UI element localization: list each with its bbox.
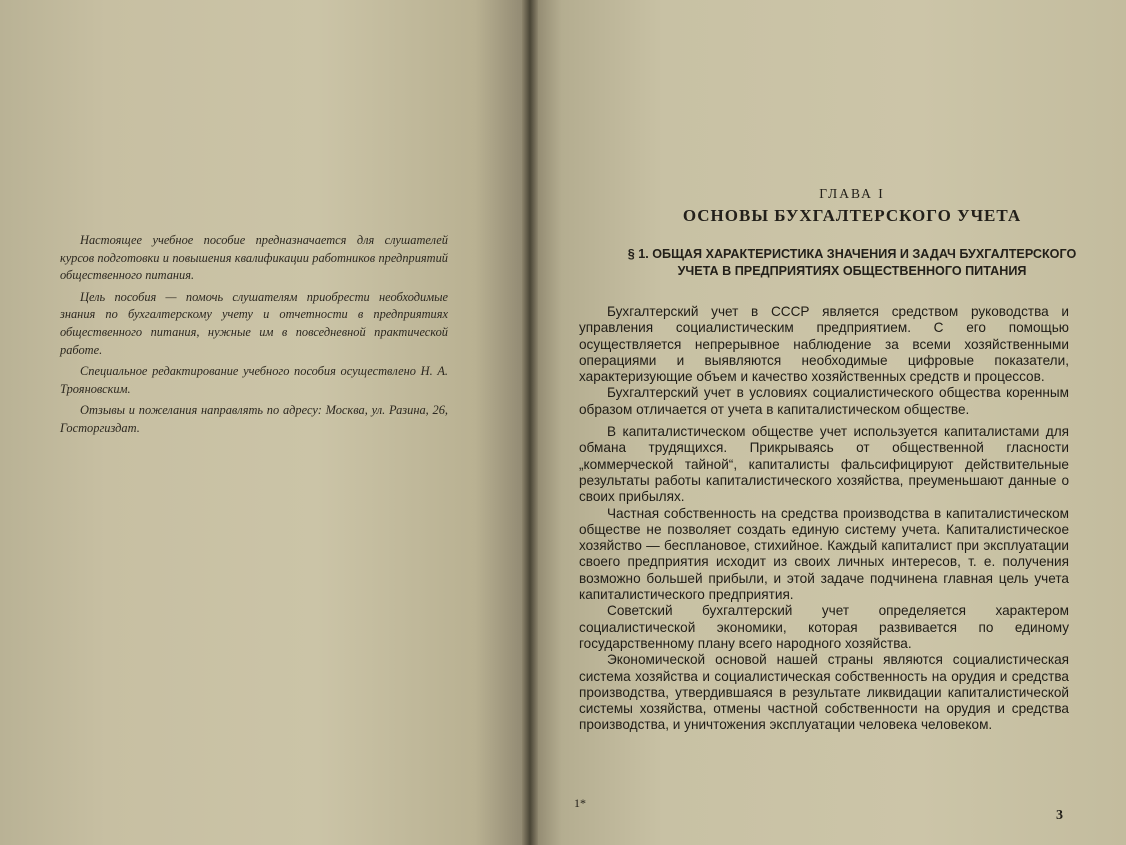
book-gutter [522, 0, 538, 845]
publication-note [60, 232, 448, 442]
note-paragraph: Цель пособия — помочь слушателям приобрести необходимые знания по бухгалтерскому учету и отчетности в предприятиях общественного питания, нужные им в повседневной практической работе. [60, 289, 448, 357]
chapter-title: ОСНОВЫ БУХГАЛТЕРСКОГО УЧЕТА [682, 206, 1022, 225]
chapter-label: ГЛАВА I [819, 186, 885, 201]
body-paragraph: Советский бухгалтерский учет определяется характером социалистической экономики, которая развивается по единому государственному плану всего народного хозяйства. [579, 603, 1069, 651]
body-paragraph: Частная собственность на средства производства в капиталистическом обществе не позволяет создать единую систему учета. Капиталистическое хозяйство — бесплановое, стихийное. Каждый капиталист при эксплуатации своего предприятия исходит из своих личных интересов, т. е. получения возможно большей прибыли, и этой задаче подчинена главная цель учета капиталистического предприятия. [579, 505, 1069, 603]
note-paragraph: Настоящее учебное пособие предназначается для слушателей курсов подготовки и повышения квалификации работников предприятий общественного питания. [60, 233, 448, 283]
printer-signature: 1* [574, 796, 586, 810]
note-paragraph: Специальное редактирование учебного пособия осуществлено Н. А. Трояновским. [60, 364, 448, 396]
body-paragraph: Бухгалтерский учет в СССР является средством руководства и управления социалистическим предприятием. С его помощью осуществляется непрерывное наблюдение за всеми хозяйственными операциями и выявляются необходимые цифровые показатели, характеризующие объем и качество хозяйственных средств и процессов. [579, 304, 1069, 385]
body-paragraph: Экономической основой нашей страны являются социалистическая система хозяйства и социалистическая собственность на орудия и средства производства, утвердившаяся в результате ликвидации капиталистической системы хозяйства, отмены частной собственности на орудия и средства производства, и уничтожения эксплуатации человека человеком. [579, 652, 1069, 733]
right-page [532, 0, 1126, 845]
note-paragraph: Отзывы и пожелания направлять по адресу: Москва, ул. Разина, 26, Госторгиздат. [60, 403, 448, 435]
body-paragraph: Бухгалтерский учет в условиях социалистического общества коренным образом отличается от учета в капиталистическом обществе. [579, 385, 1069, 417]
body-paragraph: В капиталистическом обществе учет используется капиталистами для обмана трудящихся. Прикрываясь от общественной гласности „коммерческой тайной“, капиталисты фальсифицируют действительные результаты работы капиталистического хозяйства, преуменьшают данные о своих прибылях. [579, 424, 1069, 505]
page-number: 3 [1056, 808, 1063, 823]
section-title: § 1. ОБЩАЯ ХАРАКТЕРИСТИКА ЗНАЧЕНИЯ И ЗАДАЧ БУХГАЛТЕРСКОГО УЧЕТА В ПРЕДПРИЯТИЯХ ОБЩЕСТВЕННОГО ПИТАНИЯ [627, 247, 1077, 278]
chapter-body [579, 304, 1069, 734]
left-page [0, 0, 528, 845]
